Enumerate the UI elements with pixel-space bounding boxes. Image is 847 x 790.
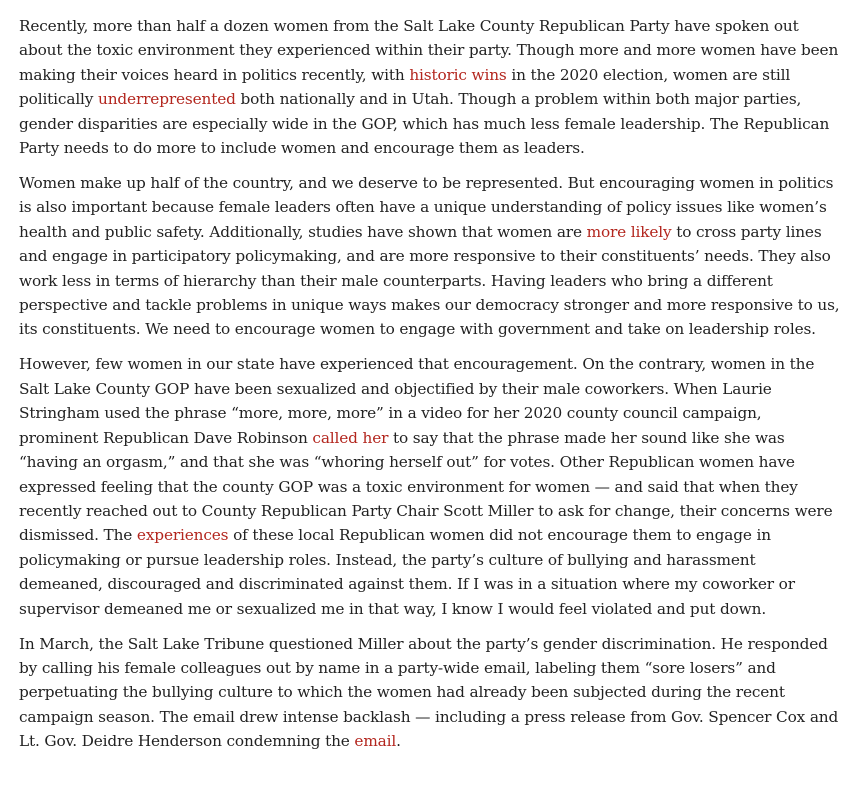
text-run: to say that the phrase made her sound like she was “having an orgasm,” and that she was “whoring herself out” for votes. Other Republican women have expressed feeling that the county GOP was a toxic environment for women — and said that when they recently reached out to County Republican Party Chair Scott Miller to ask for change, their concerns were dismissed. The xyxy=(19,428,833,545)
text-run: to cross party lines and engage in participatory policymaking, and are more responsive to their constituents’ needs. They also work less in terms of hierarchy than their male counterparts. Having leaders who bring a different perspective and tackle problems in unique ways makes our democracy stronger and more responsive to us, its constituents. We need to encourage women to engage with government and take on leadership roles. xyxy=(19,222,840,339)
paragraph-2 xyxy=(19,171,841,342)
link-experiences[interactable]: experiences xyxy=(136,526,229,545)
paragraph-4 xyxy=(19,632,841,754)
paragraph-1 xyxy=(19,14,841,160)
link-called-her[interactable]: called her xyxy=(312,428,389,447)
text-run: In March, the Salt Lake Tribune questioned Miller about the party’s gender discrimination. He responded by calling his female colleagues out by name in a party-wide email, labeling them “sore losers” and perpetuating the bullying culture to which the women had already been subjected during the recent campaign season. The email drew intense backlash — including a press release from Gov. Spencer Cox and Lt. Gov. Deidre Henderson condemning the xyxy=(19,634,839,751)
text-run: both nationally and in Utah. Though a problem within both major parties, gender disparities are especially wide in the GOP, which has much less female leadership. The Republican Party needs to do more to include women and encourage them as leaders. xyxy=(19,90,830,158)
link-more-likely[interactable]: more likely xyxy=(586,222,672,241)
link-underrepresented[interactable]: underrepresented xyxy=(98,90,236,109)
text-run: Recently, more than half a dozen women from the Salt Lake County Republican Party have spoken out about the toxic environment they experienced within their party. Though more and more women have been making their voices heard in politics recently, with xyxy=(19,17,839,84)
link-historic-wins[interactable]: historic wins xyxy=(409,65,507,84)
text-run: . xyxy=(396,732,401,751)
text-run: in the 2020 election, women are still politically xyxy=(19,65,791,109)
text-run: Women make up half of the country, and we deserve to be represented. But encouraging women in politics is also important because female leaders often have a unique understanding of policy issues like women’s health and public safety. Additionally, studies have shown that women are xyxy=(19,174,834,241)
text-run: of these local Republican women did not encourage them to engage in policymaking or pursue leadership roles. Instead, the party’s culture of bullying and harassment demeaned, discouraged and discriminated against them. If I was in a situation where my coworker or supervisor demeaned me or sexualized me in that way, I know I would feel violated and put down. xyxy=(19,526,795,618)
paragraph-3 xyxy=(19,352,841,620)
link-email[interactable]: email xyxy=(354,732,397,751)
text-run: However, few women in our state have experienced that encouragement. On the contrary, women in the Salt Lake County GOP have been sexualized and objectified by their male coworkers. When Laurie Stringham used the phrase “more, more, more” in a video for her 2020 county council campaign, prominent Republican Dave Robinson xyxy=(19,355,815,447)
